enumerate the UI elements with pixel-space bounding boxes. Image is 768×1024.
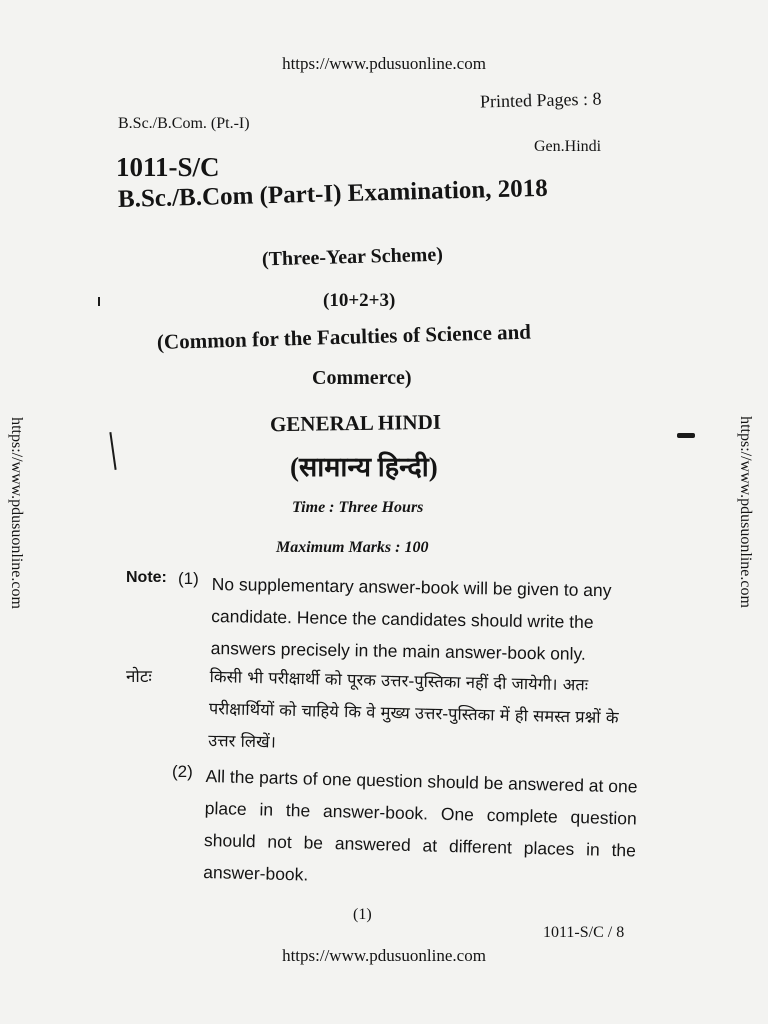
note-2-text: All the parts of one question should be answered at one place in the answer-book. One complete question should not be answered at different places in the answer-book. (203, 765, 638, 885)
course-label: B.Sc./B.Com. (Pt.-I) (118, 115, 250, 132)
page-number: (1) (353, 906, 372, 923)
scheme-label: (Three-Year Scheme) (261, 243, 444, 271)
scan-mark (677, 433, 695, 438)
plan-label: (10+2+3) (323, 290, 396, 311)
faculties-line-2: Commerce) (312, 367, 412, 389)
note-label: Note: (126, 569, 167, 586)
printed-pages: Printed Pages : 8 (479, 88, 602, 112)
exam-title: B.Sc./B.Com (Part-I) Examination, 2018 (117, 174, 549, 213)
note-1-hindi-text: किसी भी परीक्षार्थी को पूरक उत्तर-पुस्तिका नहीं दी जायेगी। अतः परीक्षार्थियों को चाहिये कि वे मुख्य उत्तर-पुस्तिका में ही समस्त प्रश्नों के उत्तर लिखें। (207, 666, 619, 752)
maximum-marks: Maximum Marks : 100 (276, 539, 429, 556)
scan-mark (98, 297, 100, 306)
watermark-url-left (4, 388, 28, 638)
note-1-number: (1) (178, 569, 199, 588)
subject-title-hindi: (सामान्य हिन्दी) (290, 452, 438, 482)
watermark-url-right (733, 388, 757, 636)
note-2-number: (2) (172, 762, 193, 781)
note-1-text: No supplementary answer-book will be given to any candidate. Hence the candidates should write the answers precisely in the main answer-book only. (210, 573, 612, 664)
watermark-url-top: https://www.pdusuonline.com (282, 54, 486, 73)
watermark-url-right-text: https://www.pdusuonline.com (737, 416, 754, 608)
paper-code: 1011-S/C (116, 152, 220, 182)
watermark-url-bottom: https://www.pdusuonline.com (282, 946, 486, 965)
scan-mark (109, 432, 116, 470)
note-label-hindi: नोटः (126, 667, 152, 687)
subject-tag: Gen.Hindi (534, 138, 602, 155)
subject-title-english: GENERAL HINDI (269, 409, 442, 437)
faculties-line-1: (Common for the Faculties of Science and (156, 319, 532, 354)
watermark-url-left-text: https://www.pdusuonline.com (8, 417, 25, 609)
footer-code: 1011-S/C / 8 (543, 924, 625, 941)
time-allowed: Time : Three Hours (292, 499, 424, 516)
